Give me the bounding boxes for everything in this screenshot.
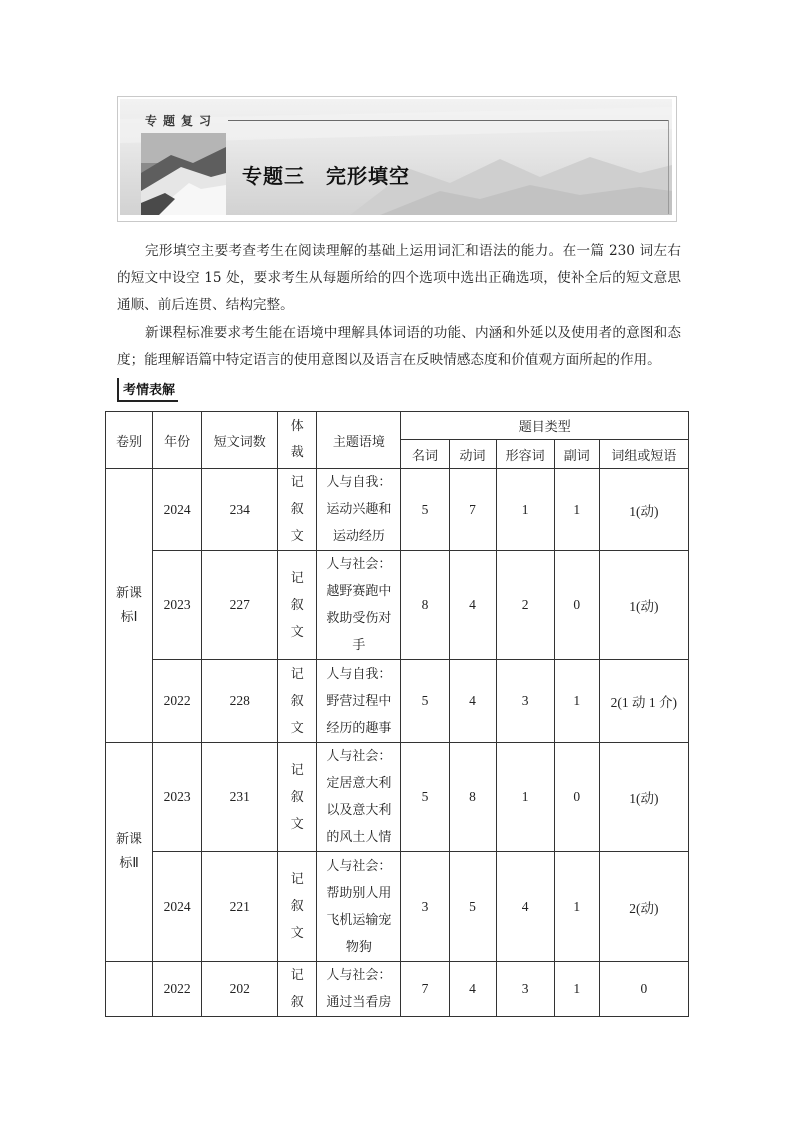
banner-rule: [228, 120, 668, 121]
genre-char: 文: [290, 720, 304, 736]
genre-char: 叙: [290, 597, 304, 613]
header-genre-line2: 裁: [290, 445, 304, 460]
header-genre-line1: 体: [290, 419, 304, 434]
theme-cell: [317, 743, 401, 852]
words-cell: 228: [202, 660, 278, 743]
year-cell: 2023: [153, 551, 202, 660]
genre-cell: [278, 743, 317, 852]
verb-count: 4: [449, 660, 496, 743]
adv-count: 1: [554, 469, 599, 551]
chapter-title: 专题三 完形填空: [242, 164, 410, 188]
header-phrase: 词组或短语: [599, 440, 688, 469]
theme-line: 人与社会：: [326, 858, 392, 874]
year-cell: 2023: [153, 743, 202, 852]
header-words: 短文词数: [202, 412, 278, 469]
theme-line: 救助受伤对: [326, 611, 392, 626]
adv-count: 0: [554, 743, 599, 852]
table-row: [106, 469, 689, 551]
theme-cell: [317, 660, 401, 743]
theme-line: 物狗: [345, 939, 372, 955]
genre-char: 叙: [290, 789, 304, 805]
theme-cell: [317, 962, 401, 1017]
header-genre: [278, 412, 317, 469]
theme-line: 越野赛跑中: [326, 584, 392, 599]
header-adj: 形容词: [496, 440, 554, 469]
verb-count: 7: [449, 469, 496, 551]
header-volume: 卷别: [106, 412, 153, 469]
header-verb: 动词: [449, 440, 496, 469]
words-cell: 227: [202, 551, 278, 660]
words-cell: 221: [202, 852, 278, 962]
section-title: 考情表解: [117, 378, 178, 402]
adj-count: 3: [496, 660, 554, 743]
genre-cell: [278, 469, 317, 551]
year-cell: 2022: [153, 660, 202, 743]
adv-count: 0: [554, 551, 599, 660]
verb-count: 4: [449, 551, 496, 660]
genre-char: 记: [290, 872, 304, 887]
theme-line: 运动经历: [332, 529, 385, 544]
mountain-photo-icon: [141, 133, 226, 215]
table-row: [106, 743, 689, 852]
genre-char: 叙: [290, 693, 304, 709]
banner-photo: [141, 133, 226, 215]
volume-cell: [106, 962, 153, 1017]
header-theme: 主题语境: [317, 412, 401, 469]
adv-count: 1: [554, 852, 599, 962]
theme-cell: [317, 469, 401, 551]
verb-count: 8: [449, 743, 496, 852]
theme-line: 人与自我：: [326, 475, 392, 490]
theme-line: 的风土人情: [326, 830, 392, 845]
genre-char: 记: [290, 762, 304, 778]
year-cell: 2022: [153, 962, 202, 1017]
adj-count: 2: [496, 551, 554, 660]
theme-line: 手: [352, 638, 366, 653]
words-cell: 234: [202, 469, 278, 551]
theme-line: 定居意大利: [326, 776, 392, 791]
theme-line: 人与社会：: [326, 968, 392, 983]
noun-count: 5: [401, 469, 449, 551]
volume-line: 新课: [116, 585, 143, 601]
noun-count: 7: [401, 962, 449, 1017]
adj-count: 1: [496, 743, 554, 852]
theme-cell: [317, 551, 401, 660]
intro-paragraph-2: 新课程标准要求考生能在语境中理解具体词语的功能、内涵和外延以及使用者的意图和态度；能理解语篇中特定语言的使用意图以及语言在反映情感态度和价值观方面所起的作用。: [117, 325, 681, 368]
theme-line: 野营过程中: [326, 693, 392, 709]
theme-line: 人与社会：: [326, 749, 392, 764]
volume-cell: [106, 469, 153, 743]
theme-line: 人与社会：: [326, 557, 392, 572]
genre-cell: [278, 852, 317, 962]
theme-line: 帮助别人用: [326, 885, 392, 901]
genre-char: 文: [290, 529, 304, 544]
phrase-count: 0: [599, 962, 688, 1017]
genre-char: 文: [290, 926, 304, 941]
header-adv: 副词: [554, 440, 599, 469]
table-row: [106, 660, 689, 743]
adv-count: 1: [554, 962, 599, 1017]
words-cell: 231: [202, 743, 278, 852]
phrase-count: 2(1 动 1 介): [599, 660, 688, 743]
genre-char: 记: [290, 968, 304, 983]
genre-char: 叙: [290, 502, 304, 517]
adj-count: 4: [496, 852, 554, 962]
genre-char: 记: [290, 570, 304, 586]
phrase-count: 1(动): [599, 469, 688, 551]
adj-count: 3: [496, 962, 554, 1017]
noun-count: 5: [401, 660, 449, 743]
noun-count: 8: [401, 551, 449, 660]
theme-line: 经历的趣事: [326, 720, 392, 736]
banner-rule-vertical: [668, 120, 669, 214]
verb-count: 5: [449, 852, 496, 962]
intro-paragraph-1: 完形填空主要考查考生在阅读理解的基础上运用词汇和语法的能力。在一篇 230 词左右的短文中设空 15 处，要求考生从每题所给的四个选项中选出正确选项，使补全后的短文意思通顺、前后连贯、结构完整。: [117, 243, 681, 313]
genre-cell: [278, 962, 317, 1017]
genre-char: 记: [290, 666, 304, 682]
header-year: 年份: [153, 412, 202, 469]
genre-cell: [278, 660, 317, 743]
noun-count: 3: [401, 852, 449, 962]
volume-line: 标Ⅱ: [119, 856, 139, 871]
genre-char: 叙: [290, 899, 304, 914]
table-row: [106, 551, 689, 660]
theme-line: 通过当看房: [326, 995, 392, 1010]
year-cell: 2024: [153, 852, 202, 962]
phrase-count: 2(动): [599, 852, 688, 962]
genre-cell: [278, 551, 317, 660]
genre-char: 记: [290, 475, 304, 490]
phrase-count: 1(动): [599, 743, 688, 852]
table-row: [106, 962, 689, 1017]
theme-line: 以及意大利: [326, 803, 392, 818]
adj-count: 1: [496, 469, 554, 551]
genre-char: 叙: [290, 995, 304, 1010]
theme-line: 人与自我：: [326, 666, 392, 682]
noun-count: 5: [401, 743, 449, 852]
banner-label: 专题复习: [145, 114, 218, 128]
exam-analysis-table: [105, 411, 689, 1017]
phrase-count: 1(动): [599, 551, 688, 660]
adv-count: 1: [554, 660, 599, 743]
verb-count: 4: [449, 962, 496, 1017]
header-question-types: 题目类型: [401, 412, 689, 440]
theme-cell: [317, 852, 401, 962]
volume-line: 新课: [116, 832, 143, 847]
volume-cell: [106, 743, 153, 962]
genre-char: 文: [290, 816, 304, 832]
genre-char: 文: [290, 624, 304, 640]
theme-line: 飞机运输宠: [326, 912, 392, 928]
words-cell: 202: [202, 962, 278, 1017]
table-header-row: [106, 412, 689, 440]
theme-line: 运动兴趣和: [326, 502, 392, 517]
table-row: [106, 852, 689, 962]
header-noun: 名词: [401, 440, 449, 469]
volume-line: 标Ⅰ: [120, 609, 138, 625]
year-cell: 2024: [153, 469, 202, 551]
